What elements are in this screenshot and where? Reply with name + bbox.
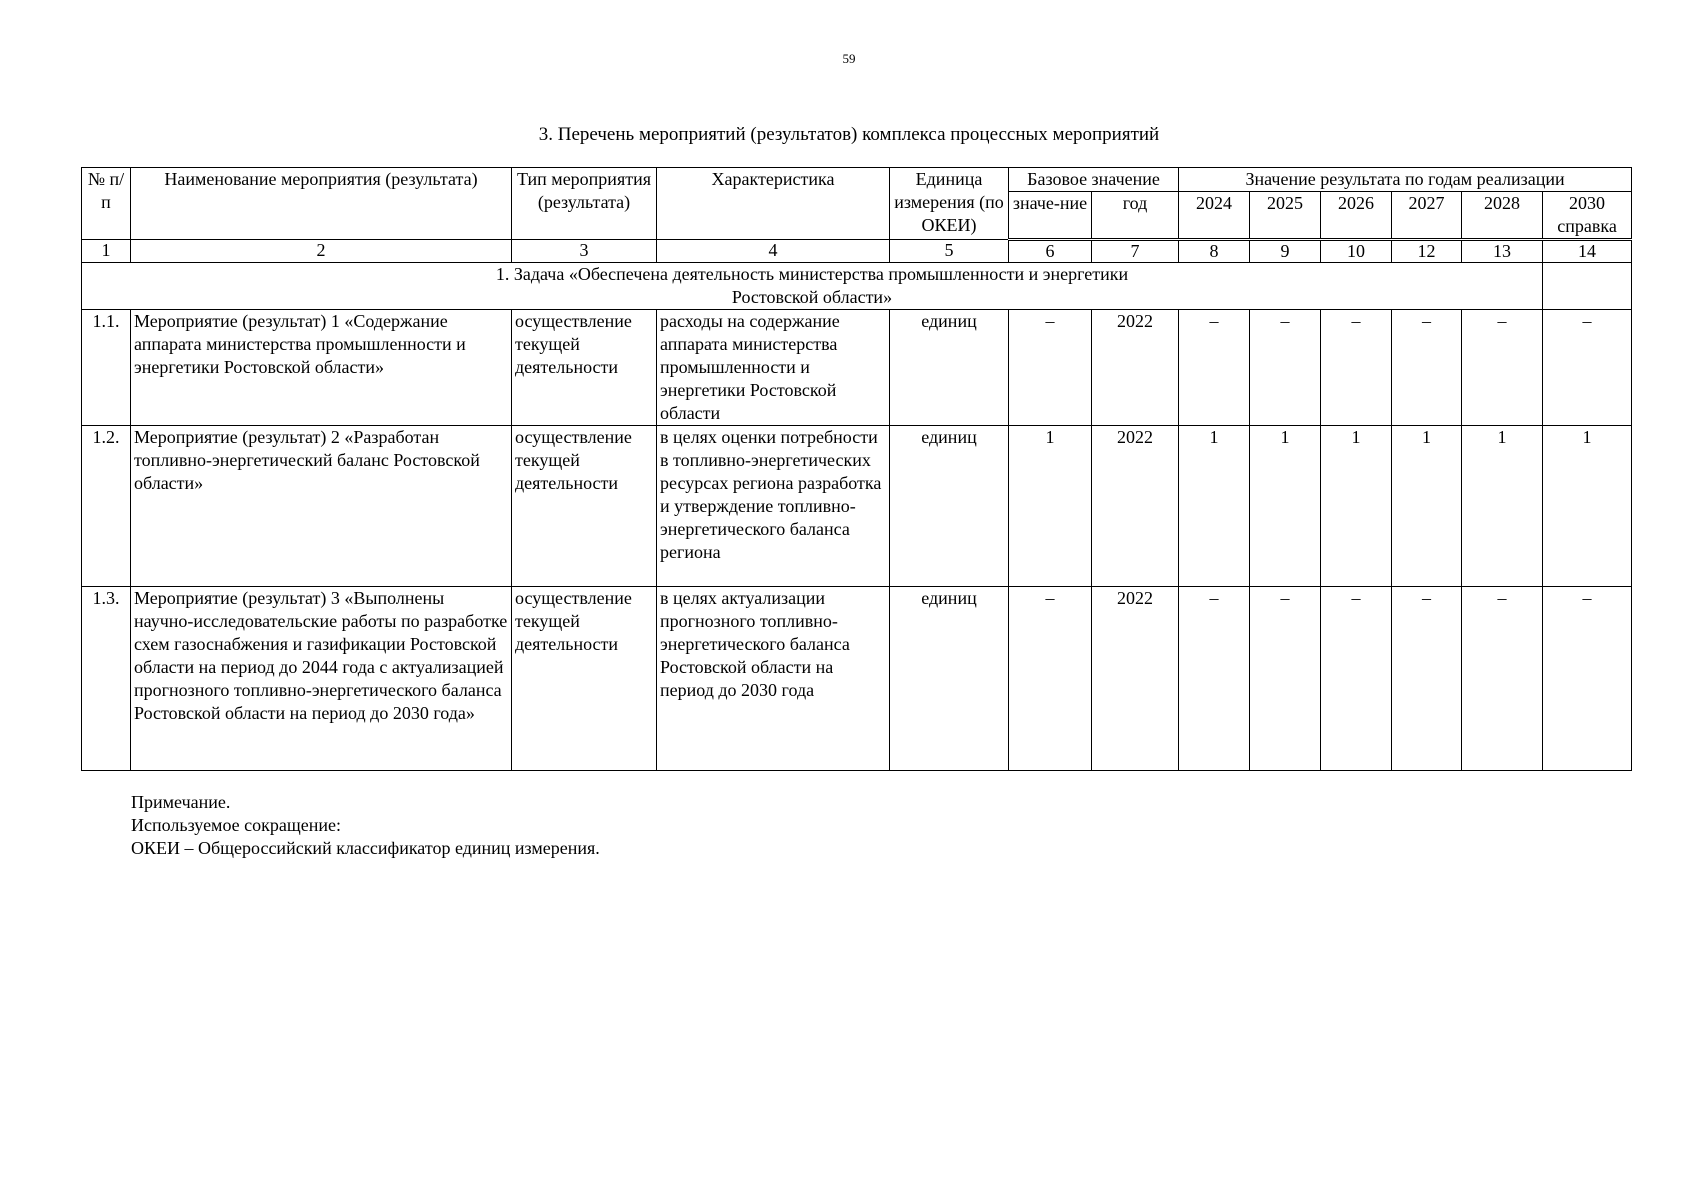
header-base-value: Базовое значение (1009, 168, 1179, 192)
row-characteristic: в целях актуализации прогнозного топливно-энергетического баланса Ростовской области на период до 2030 года (657, 587, 890, 771)
column-number: 7 (1092, 240, 1179, 263)
header-base-val: значе-ние (1009, 192, 1092, 240)
row-year-value: – (1250, 310, 1321, 426)
row-unit: единиц (890, 587, 1009, 771)
column-number: 14 (1543, 240, 1632, 263)
row-year-value: – (1543, 587, 1632, 771)
row-type: осуществление текущей деятельности (512, 426, 657, 587)
column-number: 13 (1462, 240, 1543, 263)
column-number: 4 (657, 240, 890, 263)
row-year-value: – (1321, 587, 1392, 771)
header-num: № п/п (82, 168, 131, 240)
row-num: 1.1. (82, 310, 131, 426)
row-type: осуществление текущей деятельности (512, 310, 657, 426)
table-row (82, 426, 1632, 587)
row-year-value: – (1392, 587, 1462, 771)
row-year-value: – (1250, 587, 1321, 771)
page-number: 59 (842, 51, 856, 66)
note-line: ОКЕИ – Общероссийский классификатор единиц измерения. (131, 838, 600, 858)
task-empty-cell (1543, 263, 1632, 310)
row-year-value: 1 (1250, 426, 1321, 587)
row-year-value: – (1543, 310, 1632, 426)
header-year: 2030 справка (1543, 192, 1632, 240)
row-year-value: 1 (1392, 426, 1462, 587)
header-year: 2025 (1250, 192, 1321, 240)
header-years-group: Значение результата по годам реализации (1179, 168, 1632, 192)
column-number: 9 (1250, 240, 1321, 263)
header-year: 2026 (1321, 192, 1392, 240)
row-name: Мероприятие (результат) 3 «Выполнены научно-исследовательские работы по разработке схем газоснабжения и газификации Ростовской области на период до 2044 года с актуализацией прогнозного топливно-энергетического баланса Ростовской области на период до 2030 года» (131, 587, 512, 771)
column-number: 2 (131, 240, 512, 263)
column-number: 1 (82, 240, 131, 263)
row-year-value: – (1462, 587, 1543, 771)
table-row (82, 310, 1632, 426)
row-unit: единиц (890, 310, 1009, 426)
row-base-year: 2022 (1092, 310, 1179, 426)
task-title: 1. Задача «Обеспечена деятельность министерства промышленности и энергетики Ростовской области» (82, 263, 1543, 310)
table-row (82, 587, 1632, 771)
column-number: 5 (890, 240, 1009, 263)
header-year: 2024 (1179, 192, 1250, 240)
column-number: 6 (1009, 240, 1092, 263)
row-base-value: 1 (1009, 426, 1092, 587)
document-title: 3. Перечень мероприятий (результатов) комплекса процессных мероприятий (538, 124, 1160, 145)
row-year-value: – (1179, 310, 1250, 426)
row-year-value: – (1462, 310, 1543, 426)
row-year-value: 1 (1179, 426, 1250, 587)
column-number: 8 (1179, 240, 1250, 263)
header-base-year: год (1092, 192, 1179, 240)
task-row (82, 263, 1632, 310)
header-type: Тип мероприятия (результата) (512, 168, 657, 240)
notes (131, 791, 600, 860)
column-number: 3 (512, 240, 657, 263)
row-name: Мероприятие (результат) 1 «Содержание аппарата министерства промышленности и энергетики Ростовской области» (131, 310, 512, 426)
row-year-value: 1 (1321, 426, 1392, 587)
header-name: Наименование мероприятия (результата) (131, 168, 512, 240)
activities-table (81, 167, 1632, 771)
note-line: Используемое сокращение: (131, 815, 341, 835)
row-year-value: – (1392, 310, 1462, 426)
header-year: 2028 (1462, 192, 1543, 240)
row-name: Мероприятие (результат) 2 «Разработан топливно-энергетический баланс Ростовской области» (131, 426, 512, 587)
row-base-year: 2022 (1092, 587, 1179, 771)
row-base-value: – (1009, 587, 1092, 771)
row-year-value: 1 (1462, 426, 1543, 587)
row-unit: единиц (890, 426, 1009, 587)
column-number: 10 (1321, 240, 1392, 263)
column-numbers-row (82, 240, 1632, 263)
header-unit: Единица измерения (по ОКЕИ) (890, 168, 1009, 240)
note-heading: Примечание. (131, 792, 231, 812)
header-row-1 (82, 168, 1632, 192)
row-base-value: – (1009, 310, 1092, 426)
row-characteristic: в целях оценки потребности в топливно-энергетических ресурсах региона разработка и утверждение топливно-энергетического баланса региона (657, 426, 890, 587)
row-base-year: 2022 (1092, 426, 1179, 587)
row-characteristic: расходы на содержание аппарата министерства промышленности и энергетики Ростовской области (657, 310, 890, 426)
row-type: осуществление текущей деятельности (512, 587, 657, 771)
column-number: 12 (1392, 240, 1462, 263)
row-year-value: – (1179, 587, 1250, 771)
row-num: 1.2. (82, 426, 131, 587)
header-characteristic: Характеристика (657, 168, 890, 240)
header-year: 2027 (1392, 192, 1462, 240)
row-year-value: – (1321, 310, 1392, 426)
row-year-value: 1 (1543, 426, 1632, 587)
row-num: 1.3. (82, 587, 131, 771)
